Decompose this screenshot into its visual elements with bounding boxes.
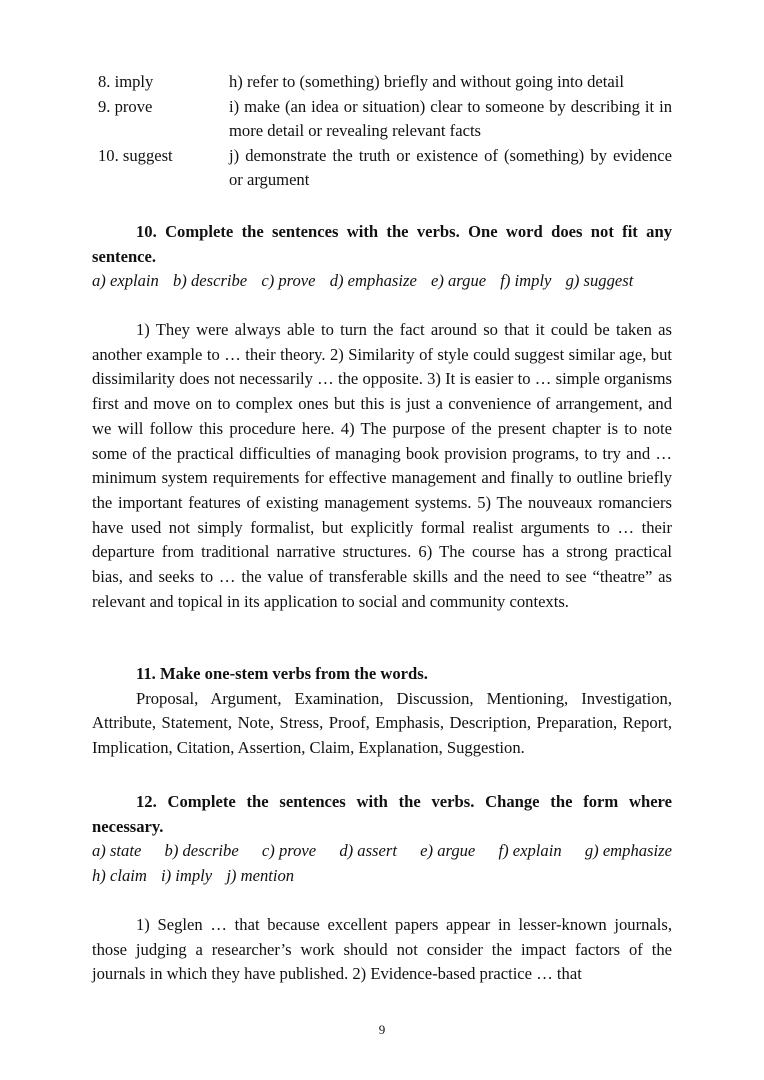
option: c) prove <box>261 841 317 861</box>
option: g) emphasize <box>584 841 672 861</box>
option: c) prove <box>261 271 316 291</box>
matching-row <box>94 70 672 95</box>
option: b) describe <box>172 271 248 291</box>
option: j) mention <box>226 865 295 885</box>
option: d) assert <box>339 841 397 861</box>
option: f) explain <box>498 841 562 861</box>
option: a) explain <box>92 271 159 291</box>
exercise-10-paragraph: 1) They were always able to turn the fact around so that it could be taken as another example to … their theory. 2) Similarity of style could suggest similar age, but dissimilarity does not necessarily … the opposite. 3) It is easier to … simple organisms first and move on to complex ones but this is just a convenience of arrangement, and we will follow this procedure here. 4) The purpose of the present chapter is to note some of the practical difficulties of managing book provision programs, to try and … minimum system requirements for effective management and finally to outline briefly the important features of existing management systems. 5) The nouveaux romanciers have used not simply formalist, but explicitly formal realist arguments to … their departure from traditional narrative structures. 6) The course has a strong practical bias, and seeks to … the value of transferable skills and the need to see “theatre” as relevant and topical in its application to social and community contexts. <box>92 320 672 611</box>
matching-term: 8. imply <box>98 72 154 91</box>
exercise-12 <box>92 790 672 888</box>
option: e) argue <box>430 271 487 291</box>
exercise-10-text <box>92 318 672 614</box>
exercise-10-options <box>92 269 672 294</box>
matching-row <box>94 144 672 193</box>
option: d) emphasize <box>329 271 417 291</box>
option: i) imply <box>161 865 213 885</box>
page-number: 9 <box>378 1022 386 1037</box>
exercise-12-options-line-2 <box>92 864 672 889</box>
exercise-12-text <box>92 913 672 987</box>
option: g) suggest <box>565 271 634 291</box>
exercise-11-paragraph: Proposal, Argument, Examination, Discussion, Mentioning, Investigation, Attribute, Statement, Note, Stress, Proof, Emphasis, Description, Preparation, Report, Implication, Citation, Assertion, Claim, Explanation, Suggestion. <box>92 688 672 757</box>
matching-list <box>94 70 672 193</box>
option: e) argue <box>420 841 476 861</box>
matching-term: 9. prove <box>98 96 153 116</box>
exercise-10 <box>92 220 672 294</box>
exercise-12-paragraph: 1) Seglen … that because excellent papers appear in lesser-known journals, those judging a researcher’s work should not consider the impact factors of the journals in which they have published. 2) Evidence-based practice … that <box>92 915 672 984</box>
exercise-11 <box>92 662 672 761</box>
exercise-12-options-line-1 <box>92 839 672 864</box>
matching-definition: i) make (an idea or situation) clear to someone by describing it in more detail or revealing relevant facts <box>229 96 672 140</box>
option: f) imply <box>500 271 552 291</box>
exercise-11-heading: 11. Make one-stem verbs from the words. <box>136 664 428 683</box>
exercise-12-heading: 12. Complete the sentences with the verbs. Change the form where necessary. <box>92 792 672 836</box>
matching-term: 10. suggest <box>98 145 173 165</box>
option: b) describe <box>164 841 239 861</box>
matching-definition: j) demonstrate the truth or existence of (something) by evidence or argument <box>229 145 672 189</box>
matching-definition: h) refer to (something) briefly and without going into detail <box>229 72 624 91</box>
option: h) claim <box>92 865 147 885</box>
matching-row <box>94 95 672 144</box>
exercise-10-heading: 10. Complete the sentences with the verbs. One word does not fit any sentence. <box>92 222 672 266</box>
option: a) state <box>92 841 142 861</box>
